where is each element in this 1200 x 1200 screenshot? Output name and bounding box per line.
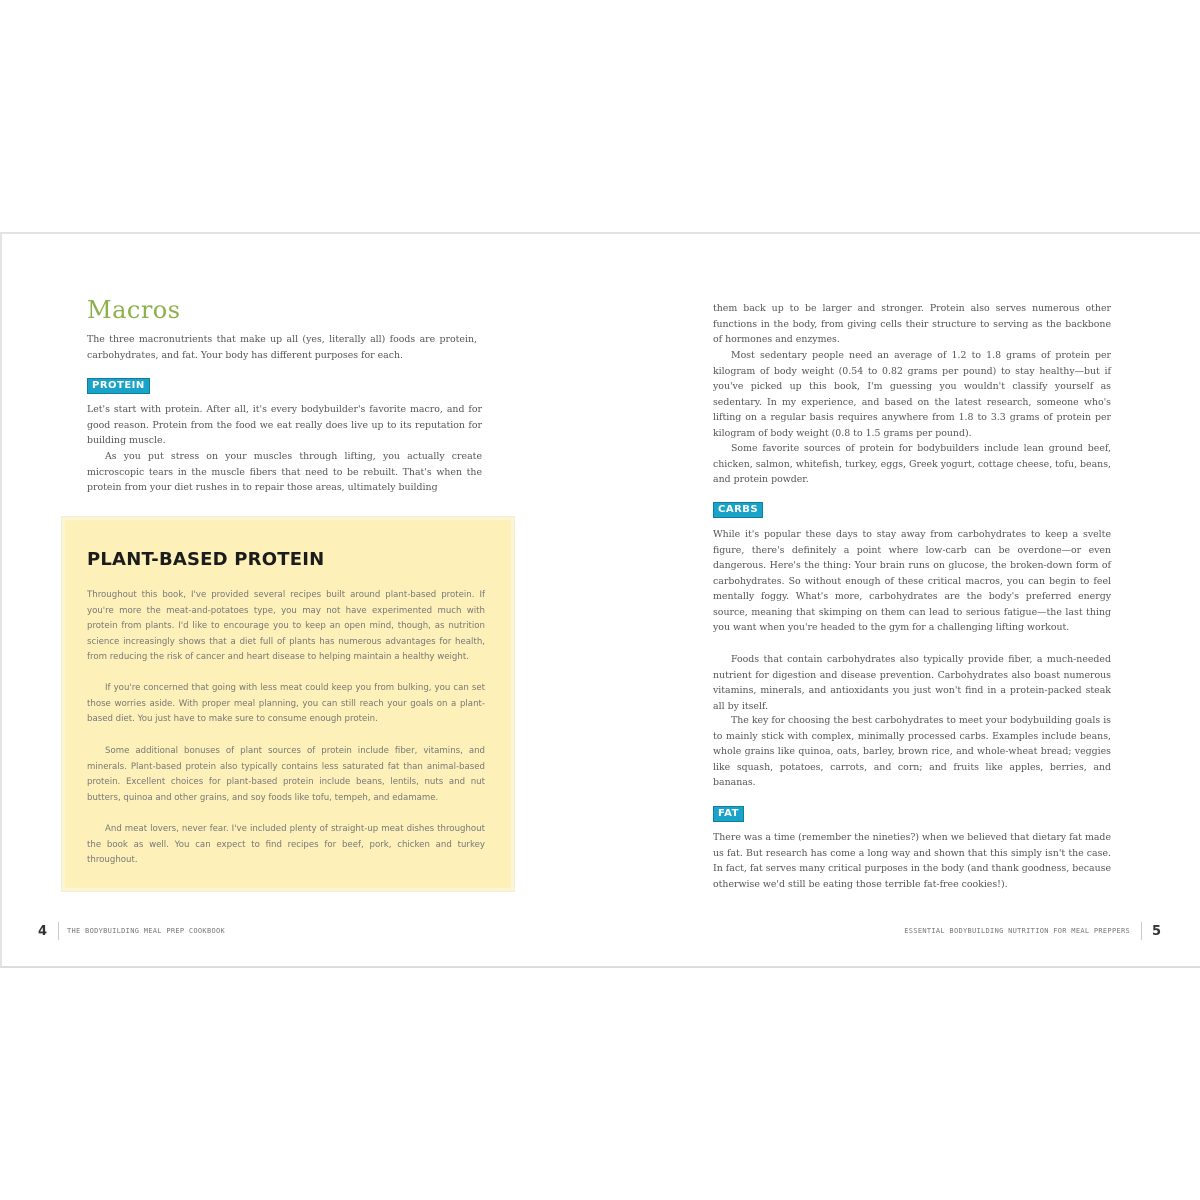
carbs-paragraph-1: While it's popular these days to stay away from carbohydrates to keep a svelte figure, there's definitely a point where low-carb can be overdone—or even dangerous. Here's the thing: Your brain runs on glucose, the broken-down form of carbohydrates. So without enough of these critical macros, you can begin to feel mentally foggy. What's more, carbohydrates are the body's preferred energy source, meaning that skimping on them can lead to serious fatigue—the last thing you want when you're headed to the gym for a challenging lifting workout. xyxy=(713,529,1111,633)
protein-paragraph-2: As you put stress on your muscles through lifting, you actually create microscopic tears in the muscle fibers that need to be rebuilt. That's when the protein from your diet rushes in to repair those areas, ultimately building xyxy=(87,451,482,493)
protein-paragraph-3: them back up to be larger and stronger. Protein also serves numerous other functions in the body, from giving cells their structure to serving as the backbone of hormones and enzymes. xyxy=(713,303,1111,345)
sidebar-paragraph-4: And meat lovers, never fear. I've included plenty of straight-up meat dishes throughout the book as well. You can expect to find recipes for beef, pork, chicken and turkey throughout. xyxy=(87,824,485,865)
page-number-left: 4 xyxy=(38,924,48,939)
sidebar-paragraph-3: Some additional bonuses of plant sources of protein include fiber, vitamins, and minerals. Plant-based protein also typically contains less saturated fat than animal-based protein. Excellent choices for plant-based protein include beans, lentils, nuts and nut butters, quinoa and other grains, and soy foods like tofu, tempeh, and edamame. xyxy=(87,746,485,803)
carbs-paragraph-3: The key for choosing the best carbohydrates to meet your bodybuilding goals is to mainly stick with complex, minimally processed carbs. Examples include beans, whole grains like quinoa, oats, barley, brown rice, and whole-wheat bread; veggies like squash, potatoes, carrots, and corn; and fruits like apples, berries, and bananas. xyxy=(713,715,1111,788)
running-head-left: THE BODYBUILDING MEAL PREP COOKBOOK xyxy=(67,927,226,935)
sidebar-paragraph-2: If you're concerned that going with less meat could keep you from bulking, you can set those worries aside. With proper meal planning, you can still reach your goals on a plant-based diet. You just have to make sure to consume enough protein. xyxy=(87,683,485,724)
protein-tag: PROTEIN xyxy=(87,378,150,394)
protein-paragraph-5: Some favorite sources of protein for bodybuilders include lean ground beef, chicken, salmon, whitefish, turkey, eggs, Greek yogurt, cottage cheese, tofu, beans, and protein powder. xyxy=(713,443,1111,485)
protein-paragraph-1: Let's start with protein. After all, it's every bodybuilder's favorite macro, and for good reason. Protein from the food we eat really does live up to its reputation for building muscle. xyxy=(87,404,482,446)
footer-divider xyxy=(1141,922,1142,940)
carbs-tag: CARBS xyxy=(713,502,763,518)
fat-paragraph-1: There was a time (remember the nineties?) when we believed that dietary fat made us fat. But research has come a long way and shown that this simply isn't the case. In fact, fat serves many critical purposes in the body (and thank goodness, because otherwise we'd still be eating those terrible fat-free cookies!). xyxy=(713,832,1111,890)
carbs-paragraph-2: Foods that contain carbohydrates also typically provide fiber, a much-needed nutrient for digestion and disease prevention. Carbohydrates also boast numerous vitamins, minerals, and antioxidants you just won't find in a protein-packed steak all by itself. xyxy=(713,654,1111,712)
section-title: Macros xyxy=(87,296,181,324)
sidebar-paragraph-1: Throughout this book, I've provided several recipes built around plant-based protein. If you're more the meat-and-potatoes type, you may not have experimented much with protein from plants. I'd like to encourage you to keep an open mind, though, as nutrition science increasingly shows that a diet full of plants has numerous advantages for health, from reducing the risk of cancer and heart disease to helping maintain a healthy weight. xyxy=(87,590,485,662)
protein-paragraph-4: Most sedentary people need an average of 1.2 to 1.8 grams of protein per kilogram of body weight (0.54 to 0.82 grams per pound) to stay healthy—but if you've picked up this book, I'm guessing you wouldn't classify yourself as sedentary. In my experience, and based on the latest research, someone who's lifting on a regular basis requires anywhere from 1.8 to 3.3 grams of protein per kilogram of body weight (0.8 to 1.5 grams per pound). xyxy=(713,350,1111,439)
running-head-right: ESSENTIAL BODYBUILDING NUTRITION FOR MEAL PREPPERS xyxy=(904,927,1130,935)
intro-paragraph: The three macronutrients that make up all (yes, literally all) foods are protein, carbohydrates, and fat. Your body has different purposes for each. xyxy=(87,334,477,361)
fat-tag: FAT xyxy=(713,806,744,822)
footer-divider xyxy=(58,922,59,940)
page-number-right: 5 xyxy=(1152,924,1162,939)
sidebar-title: PLANT-BASED PROTEIN xyxy=(87,549,325,570)
